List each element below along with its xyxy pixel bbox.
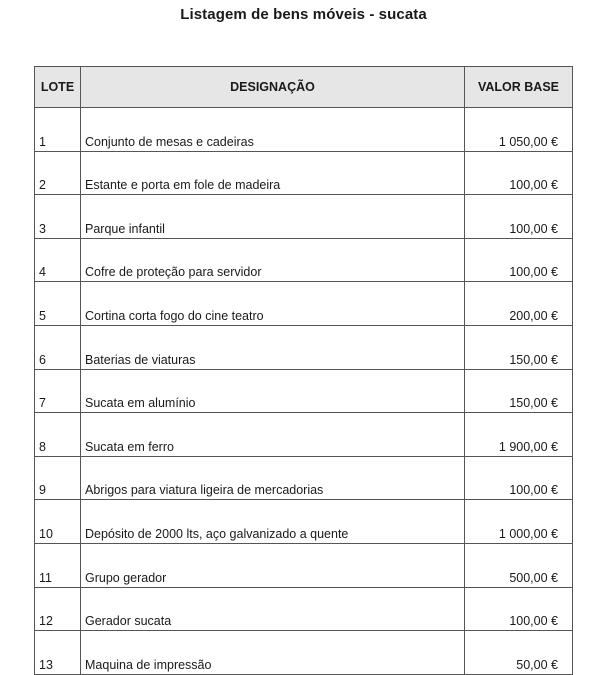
table-row <box>35 282 573 326</box>
table-row <box>35 325 573 369</box>
valor-base-cell: 100,00 € <box>465 195 573 239</box>
designacao-cell: Abrigos para viatura ligeira de mercadorias <box>81 456 465 500</box>
lote-cell: 5 <box>35 282 81 326</box>
table-row <box>35 151 573 195</box>
designacao-cell: Conjunto de mesas e cadeiras <box>81 108 465 152</box>
column-header-designacao: DESIGNAÇÃO <box>81 67 465 108</box>
goods-table <box>34 66 573 675</box>
column-header-valor-base: VALOR BASE <box>465 67 573 108</box>
valor-base-cell: 100,00 € <box>465 238 573 282</box>
lote-cell: 6 <box>35 325 81 369</box>
table-row <box>35 195 573 239</box>
designacao-cell: Cortina corta fogo do cine teatro <box>81 282 465 326</box>
designacao-cell: Sucata em ferro <box>81 413 465 457</box>
lote-cell: 12 <box>35 587 81 631</box>
valor-base-cell: 100,00 € <box>465 151 573 195</box>
designacao-cell: Estante e porta em fole de madeira <box>81 151 465 195</box>
lote-cell: 11 <box>35 543 81 587</box>
lote-cell: 7 <box>35 369 81 413</box>
lote-cell: 2 <box>35 151 81 195</box>
table-row <box>35 587 573 631</box>
designacao-cell: Sucata em alumínio <box>81 369 465 413</box>
table-row <box>35 456 573 500</box>
table-row <box>35 413 573 457</box>
valor-base-cell: 100,00 € <box>465 587 573 631</box>
lote-cell: 4 <box>35 238 81 282</box>
valor-base-cell: 1 900,00 € <box>465 413 573 457</box>
table-row <box>35 369 573 413</box>
lote-cell: 1 <box>35 108 81 152</box>
lote-cell: 13 <box>35 631 81 675</box>
table-header <box>35 67 573 108</box>
designacao-cell: Parque infantil <box>81 195 465 239</box>
page-title: Listagem de bens móveis - sucata <box>180 6 427 23</box>
valor-base-cell: 150,00 € <box>465 369 573 413</box>
designacao-cell: Gerador sucata <box>81 587 465 631</box>
lote-cell: 3 <box>35 195 81 239</box>
lote-cell: 8 <box>35 413 81 457</box>
lote-cell: 10 <box>35 500 81 544</box>
designacao-cell: Maquina de impressão <box>81 631 465 675</box>
valor-base-cell: 150,00 € <box>465 325 573 369</box>
designacao-cell: Grupo gerador <box>81 543 465 587</box>
column-header-lote: LOTE <box>35 67 81 108</box>
valor-base-cell: 200,00 € <box>465 282 573 326</box>
valor-base-cell: 500,00 € <box>465 543 573 587</box>
table-row <box>35 108 573 152</box>
table-row <box>35 631 573 675</box>
table-row <box>35 238 573 282</box>
table-body <box>35 108 573 675</box>
designacao-cell: Depósito de 2000 lts, aço galvanizado a quente <box>81 500 465 544</box>
valor-base-cell: 1 050,00 € <box>465 108 573 152</box>
valor-base-cell: 1 000,00 € <box>465 500 573 544</box>
valor-base-cell: 100,00 € <box>465 456 573 500</box>
designacao-cell: Cofre de proteção para servidor <box>81 238 465 282</box>
valor-base-cell: 50,00 € <box>465 631 573 675</box>
table-row <box>35 543 573 587</box>
designacao-cell: Baterias de viaturas <box>81 325 465 369</box>
table-row <box>35 500 573 544</box>
lote-cell: 9 <box>35 456 81 500</box>
header-row <box>35 67 573 108</box>
